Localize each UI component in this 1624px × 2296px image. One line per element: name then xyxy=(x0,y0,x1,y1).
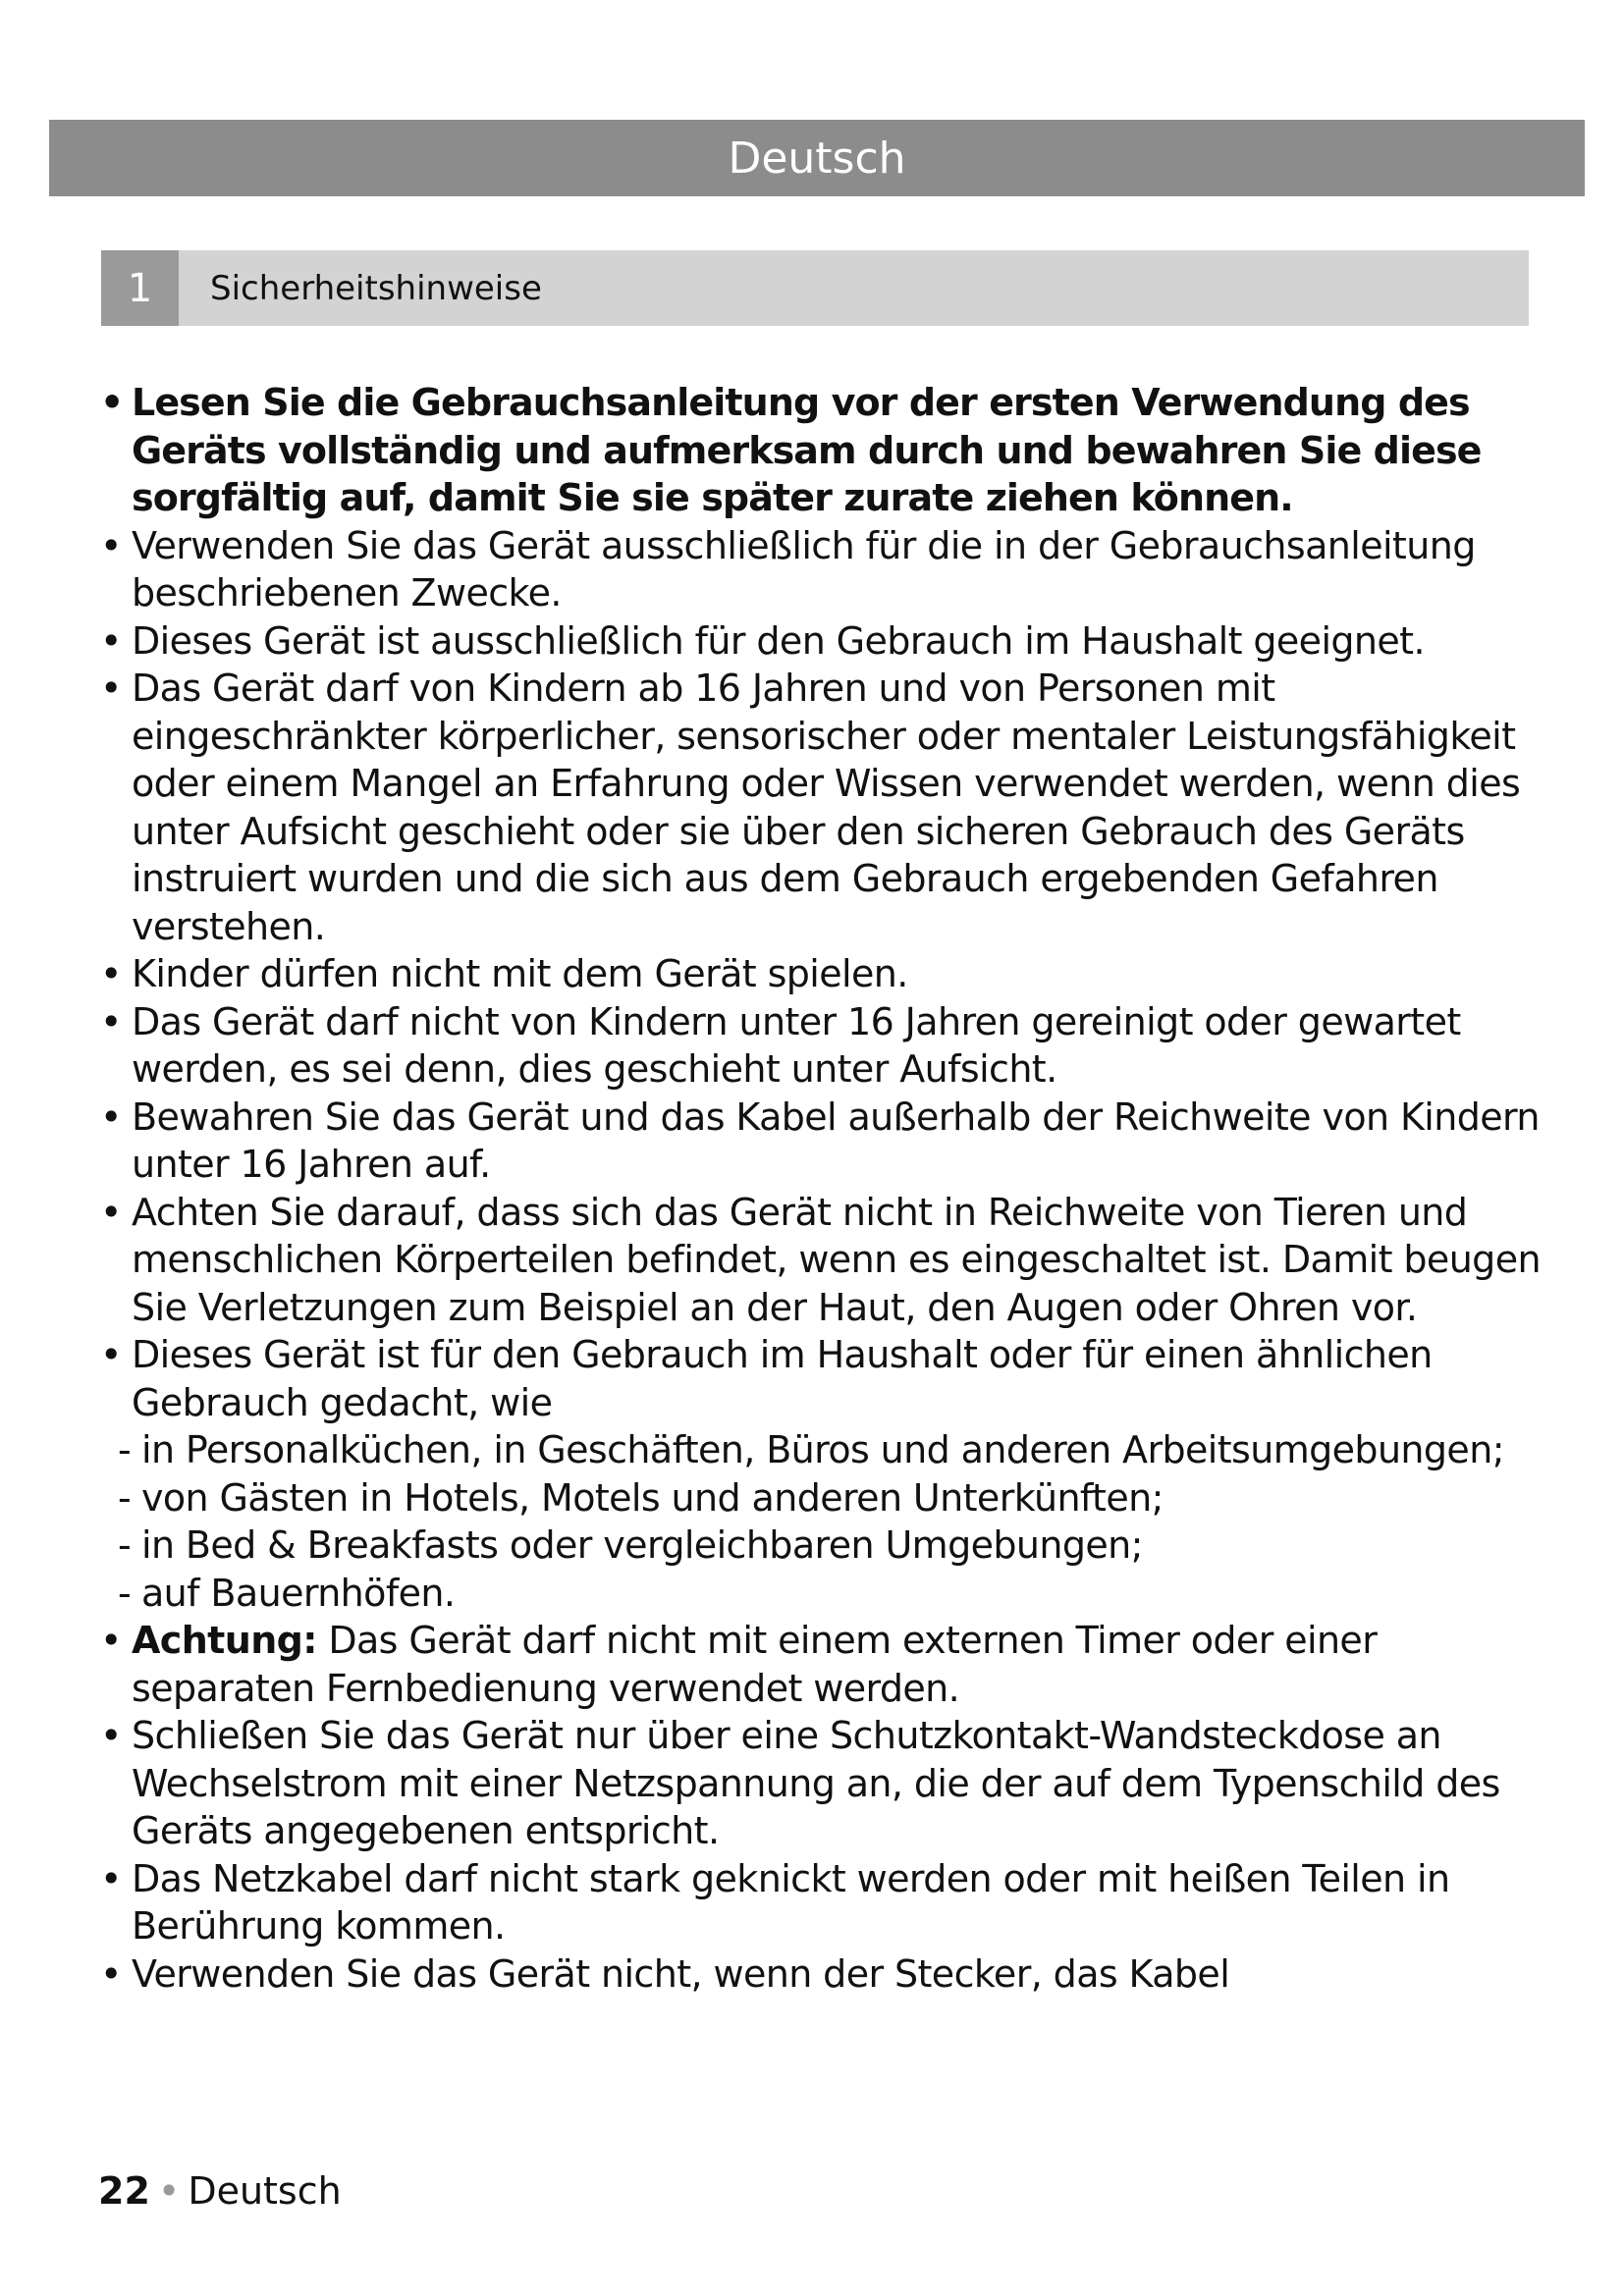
section-title: Sicherheitshinweise xyxy=(210,268,542,308)
footer-separator: • xyxy=(157,2169,181,2213)
list-item: • Schließen Sie das Gerät nur über eine Schutzkontakt-Wandsteckdose an Wechselstrom mit einer Netzspannung an, die der auf dem Typenschild des Geräts angegebenen entspricht. xyxy=(98,1712,1551,1855)
warning-label: Achtung: xyxy=(132,1619,317,1662)
instruction-list xyxy=(98,379,1551,1998)
page-footer xyxy=(98,2169,342,2213)
list-item: • Lesen Sie die Gebrauchsanleitung vor der ersten Verwendung des Geräts vollständig und aufmerksam durch und bewahren Sie diese sorgfältig auf, damit Sie sie später zurate ziehen können. xyxy=(98,379,1551,522)
list-item: • Das Netzkabel darf nicht stark geknickt werden oder mit heißen Teilen in Berührung kommen. xyxy=(98,1855,1551,1950)
list-item: • Verwenden Sie das Gerät ausschließlich für die in der Gebrauchsanleitung beschriebenen Zwecke. xyxy=(98,522,1551,617)
warning-text: Das Gerät darf nicht mit einem externen Timer oder einer separaten Fernbedienung verwendet werden. xyxy=(132,1619,1378,1710)
language-header-bar xyxy=(49,120,1585,196)
list-item: • Das Gerät darf von Kindern ab 16 Jahren und von Personen mit eingeschränkter körperlicher, sensorischer oder mentaler Leistungsfähigkeit oder einem Mangel an Erfahrung oder Wissen verwendet werden, wenn dies unter Aufsicht geschieht oder sie über den sicheren Gebrauch des Geräts instruiert wurden und die sich aus dem Gebrauch ergebenden Gefahren verstehen. xyxy=(98,665,1551,950)
footer-language: Deutsch xyxy=(188,2169,342,2213)
list-item: • Verwenden Sie das Gerät nicht, wenn der Stecker, das Kabel xyxy=(98,1950,1551,1999)
list-item: • Dieses Gerät ist ausschließlich für den Gebrauch im Haushalt geeignet. xyxy=(98,617,1551,666)
section-header xyxy=(101,250,1529,326)
list-item xyxy=(98,1331,1551,1617)
sub-list-item: - in Personalküchen, in Geschäften, Büros und anderen Arbeitsumgebungen; xyxy=(118,1426,1551,1474)
list-item: • Kinder dürfen nicht mit dem Gerät spielen. xyxy=(98,950,1551,998)
sub-list-item: - von Gästen in Hotels, Motels und anderen Unterkünften; xyxy=(118,1474,1551,1522)
list-item: • Bewahren Sie das Gerät und das Kabel außerhalb der Reichweite von Kindern unter 16 Jahren auf. xyxy=(98,1094,1551,1189)
list-item: • Das Gerät darf nicht von Kindern unter 16 Jahren gereinigt oder gewartet werden, es sei denn, dies geschieht unter Aufsicht. xyxy=(98,998,1551,1094)
list-item-text: Dieses Gerät ist für den Gebrauch im Haushalt oder für einen ähnlichen Gebrauch gedacht, wie xyxy=(132,1333,1433,1424)
page-number: 22 xyxy=(98,2169,150,2213)
section-number: 1 xyxy=(101,250,179,326)
sub-list-item: - in Bed & Breakfasts oder vergleichbaren Umgebungen; xyxy=(118,1522,1551,1570)
safety-instructions xyxy=(98,379,1551,1998)
language-title: Deutsch xyxy=(728,133,906,184)
sub-list-item: - auf Bauernhöfen. xyxy=(118,1570,1551,1618)
sub-list xyxy=(132,1426,1551,1617)
list-item: • Achten Sie darauf, dass sich das Gerät nicht in Reichweite von Tieren und menschlichen Körperteilen befindet, wenn es eingeschaltet ist. Damit beugen Sie Verletzungen zum Beispiel an der Haut, den Augen oder Ohren vor. xyxy=(98,1189,1551,1332)
list-item xyxy=(98,1617,1551,1712)
